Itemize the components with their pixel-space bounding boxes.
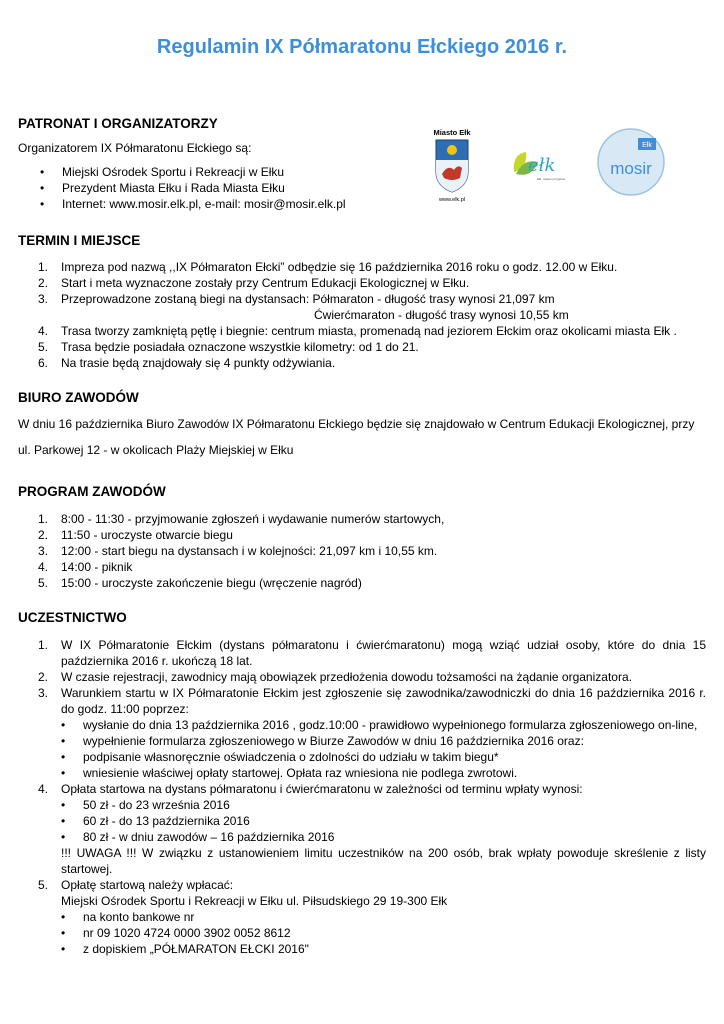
list-item: 3. Warunkiem startu w IX Półmaratonie Ełckim jest zgłoszenie się zawodnika/zawodniczki do dnia 16 października 2016 r. do godz. 11:00 poprzez: • wysłanie do dnia 13 października 2016 , godz.10:00 - prawidłowo wypełnionego formularza zgłoszeniowego on-line, • wypełnienie formularza zgłoszeniowego w Biurze Zawodów w dniu 16 października 2016 oraz: • podpisanie własnoręcznie oświadczenia o zdolności do udziału w takim biegu* • wniesienie właściwej opłaty startowej. Opłata raz wniesiona nie podlega zwrotowi. bbox=[38, 685, 706, 781]
miasto-elk-crest-logo bbox=[433, 128, 471, 203]
payee-address: Miejski Ośrodek Sportu i Rekreacji w Ełku ul. Piłsudskiego 29 19-300 Ełk bbox=[61, 894, 448, 908]
limit-warning: !!! UWAGA !!! W związku z ustanowieniem limitu uczestników na 200 osób, brak wpłaty powoduje skreślenie z listy startowej. bbox=[61, 846, 706, 876]
elk-brand-wordmark: ełk bbox=[528, 155, 556, 176]
list-item: 5. Trasa będzie posiadała oznaczone wszystkie kilometry: od 1 do 21. bbox=[38, 340, 419, 354]
list-item: 3. Przeprowadzone zostaną biegi na dystansach: Półmaraton - długość trasy wynosi 21,097 km Ćwierćmaraton - długość trasy wynosi 10,55 km bbox=[38, 291, 706, 323]
list-item: • wypełnienie formularza zgłoszeniowego w Biurze Zawodów w dniu 16 października 2016 oraz: bbox=[61, 733, 706, 749]
uczestnictwo-list bbox=[38, 637, 706, 957]
sponsor-logos bbox=[428, 124, 698, 206]
payment-details-list bbox=[61, 909, 706, 957]
list-item: 4. Trasa tworzy zamkniętą pętlę i biegnie: centrum miasta, promenadą nad jeziorem Ełckim oraz okolicami miasta Ełk . bbox=[38, 324, 677, 338]
list-item: 6. Na trasie będą znajdowały się 4 punkty odżywiania. bbox=[38, 356, 336, 370]
list-item: 2. W czasie rejestracji, zawodnicy mają obowiązek przedłożenia dowodu tożsamości na żądanie organizatora. bbox=[38, 670, 632, 684]
list-item: • Internet: www.mosir.elk.pl, e-mail: mosir@mosir.elk.pl bbox=[40, 196, 346, 212]
list-item: • na konto bankowe nr bbox=[61, 909, 706, 925]
list-item: • nr 09 1020 4724 0000 3902 0052 8612 bbox=[61, 925, 706, 941]
list-item: • Miejski Ośrodek Sportu i Rekreacji w Ełku bbox=[40, 164, 346, 180]
program-list bbox=[38, 511, 706, 591]
list-item: 5. Opłatę startową należy wpłacać: Miejski Ośrodek Sportu i Rekreacji w Ełku ul. Piłsudskiego 29 19-300 Ełk • na konto bankowe nr • nr 09 1020 4724 0000 3902 0052 8612 • z dopiskiem „PÓŁMARATON EŁCKI 2016" bbox=[38, 877, 706, 957]
miasto-elk-label: Miasto Ełk bbox=[433, 128, 471, 137]
list-item: 2. Start i meta wyznaczone zostały przy Centrum Edukacji Ekologicznej w Ełku. bbox=[38, 276, 470, 290]
list-item: 1. W IX Półmaratonie Ełckim (dystans półmaratonu i ćwierćmaratonu) mogą wziąć udział osoby, które do dnia 15 października 2016 r. ukończą 18 lat. bbox=[38, 638, 706, 668]
list-item: 4. Opłata startowa na dystans półmaratonu i ćwierćmaratonu w zależności od terminu wpłaty wynosi: • 50 zł - do 23 września 2016 • 60 zł - do 13 października 2016 • 80 zł - w dniu zawodów – 16 października 2016 !!! UWAGA !!! W związku z ustanowieniem limitu uczestników na 200 osób, brak wpłaty powoduje skreślenie z listy startowej. bbox=[38, 781, 706, 877]
fees-list bbox=[61, 797, 706, 845]
list-item: 1. Impreza pod nazwą ,,IX Półmaraton Ełcki” odbędzie się 16 października 2016 roku o godz. 12.00 w Ełku. bbox=[38, 260, 618, 274]
list-item: • 50 zł - do 23 września 2016 bbox=[61, 797, 706, 813]
organizers-list bbox=[40, 164, 346, 212]
elk-brand-logo bbox=[514, 152, 566, 181]
elk-brand-tagline: Ełk, miasto przyjazne bbox=[537, 177, 566, 181]
list-item: • Prezydent Miasta Ełku i Rada Miasta Ełku bbox=[40, 180, 346, 196]
registration-methods-list bbox=[61, 717, 706, 781]
biuro-text-line: ul. Parkowej 12 - w okolicach Plaży Miejskiej w Ełku bbox=[18, 443, 294, 457]
list-item: • podpisanie własnoręcznie oświadczenia o zdolności do udziału w takim biegu* bbox=[61, 749, 706, 765]
mosir-wordmark: mosir bbox=[610, 159, 652, 178]
section-heading-termin: TERMIN I MIEJSCE bbox=[18, 233, 141, 248]
list-item: • wniesienie właściwej opłaty startowej. Opłata raz wniesiona nie podlega zwrotowi. bbox=[61, 765, 706, 781]
section-heading-patronat: PATRONAT I ORGANIZATORZY bbox=[18, 116, 218, 131]
list-item: • wysłanie do dnia 13 października 2016 , godz.10:00 - prawidłowo wypełnionego formularza zgłoszeniowego on-line, bbox=[61, 717, 706, 733]
list-item: 4. 14:00 - piknik bbox=[38, 560, 133, 574]
list-item: 1. 8:00 - 11:30 - przyjmowanie zgłoszeń i wydawanie numerów startowych, bbox=[38, 512, 445, 526]
termin-list bbox=[38, 259, 706, 371]
mosir-logo bbox=[598, 129, 664, 195]
document-title: Regulamin IX Półmaratonu Ełckiego 2016 r. bbox=[156, 36, 568, 58]
section-heading-biuro: BIURO ZAWODÓW bbox=[18, 390, 139, 405]
organizers-intro: Organizatorem IX Półmaratonu Ełckiego są: bbox=[18, 141, 252, 155]
list-item: • 80 zł - w dniu zawodów – 16 października 2016 bbox=[61, 829, 706, 845]
list-item: • 60 zł - do 13 października 2016 bbox=[61, 813, 706, 829]
mosir-badge-text: Ełk bbox=[642, 142, 652, 149]
list-item: • z dopiskiem „PÓŁMARATON EŁCKI 2016" bbox=[61, 941, 706, 957]
distance-continuation: Ćwierćmaraton - długość trasy wynosi 10,55 km bbox=[314, 308, 569, 322]
list-item: 5. 15:00 - uroczyste zakończenie biegu (wręczenie nagród) bbox=[38, 576, 362, 590]
section-heading-program: PROGRAM ZAWODÓW bbox=[18, 484, 166, 499]
section-heading-uczestnictwo: UCZESTNICTWO bbox=[18, 610, 127, 625]
list-item: 2. 11:50 - uroczyste otwarcie biegu bbox=[38, 528, 233, 542]
list-item: 3. 12:00 - start biegu na dystansach i w kolejności: 21,097 km i 10,55 km. bbox=[38, 544, 438, 558]
biuro-text-line: W dniu 16 października Biuro Zawodów IX Półmaratonu Ełckiego będzie się znajdowało w Centrum Edukacji Ekologicznej, przy bbox=[18, 417, 695, 431]
miasto-elk-url: www.elk.pl bbox=[439, 197, 465, 203]
